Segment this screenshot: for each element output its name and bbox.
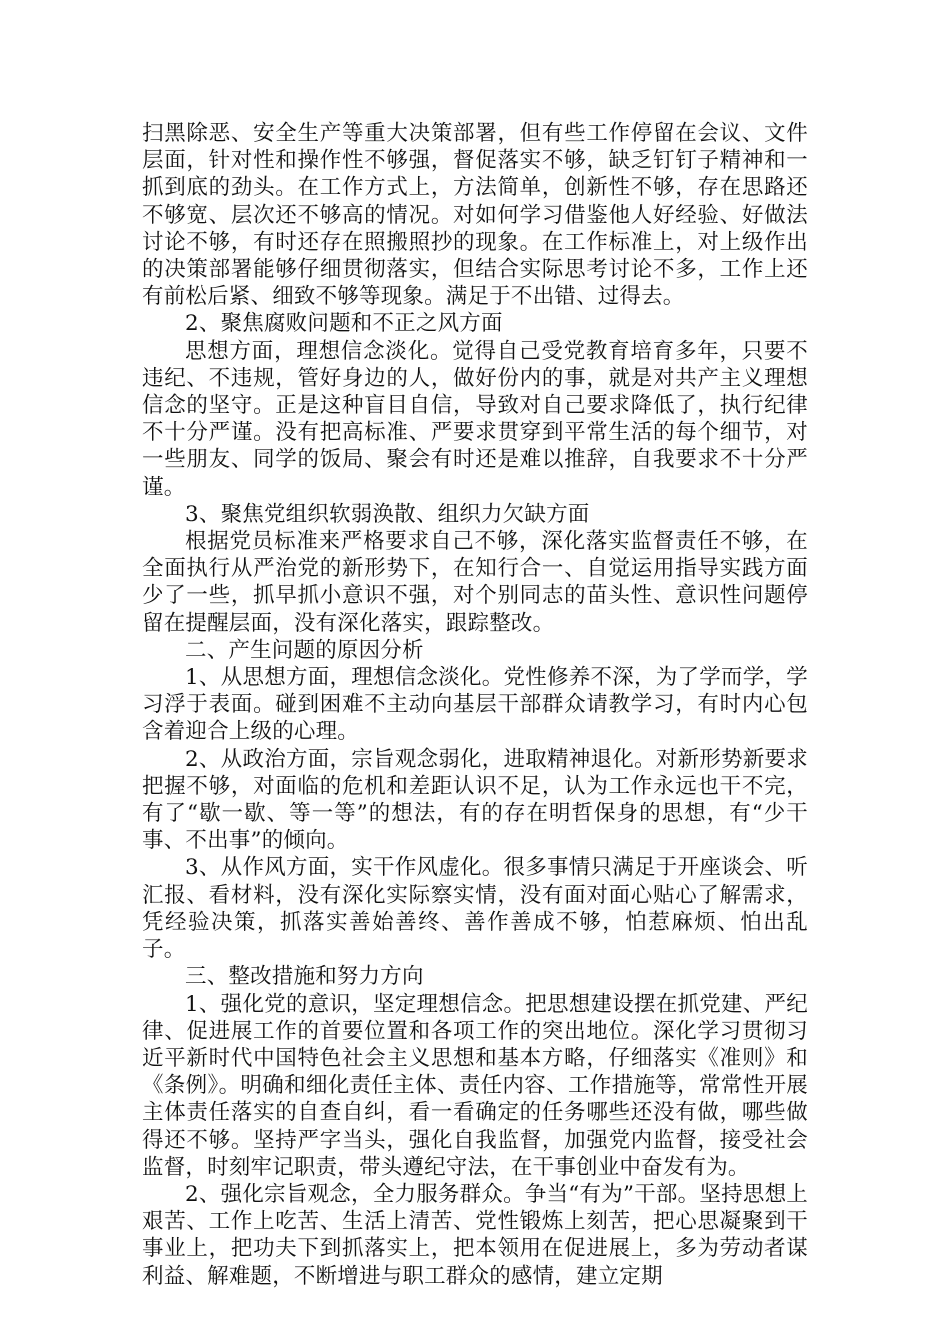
section-heading-measures: 三、整改措施和努力方向 [185,964,424,990]
section-heading-corruption: 2、聚焦腐败问题和不正之风方面 [185,311,503,337]
paragraph-party-standards: 根据党员标准来严格要求自己不够，深化落实监督责任不够，在全面执行从严治党的新形势下，在知行合一、自觉运用指导实践方面少了一些，抓早抓小意识不强，对个别同志的苗头性、意识性问题停留在提醒层面，没有深化落实，跟踪整改。 [142,529,808,636]
paragraph-measure-service: 2、强化宗旨观念，全力服务群众。争当“有为”干部。坚持思想上艰苦、工作上吃苦、生活上清苦、党性锻炼上刻苦，把心思凝聚到干事业上，把功夫下到抓落实上，把本领用在促进展上，多为劳动者谋利益、解难题，不断增进与职工群众的感情，建立定期 [142,1181,808,1289]
paragraph-cause-political: 2、从政治方面，宗旨观念弱化，进取精神退化。对新形势新要求把握不够，对面临的危机和差距认识不足，认为工作永远也干不完，有了“歇一歇、等一等”的想法，有的存在明哲保身的思想，有“少干事、不出事”的倾向。 [142,746,808,854]
document-page [142,120,808,1290]
section-heading-organization: 3、聚焦党组织软弱涣散、组织力欠缺方面 [185,501,590,527]
paragraph-measure-party-awareness: 1、强化党的意识，坚定理想信念。把思想建设摆在抓党建、严纪律、促进展工作的首要位置和各项工作的突出地位。深化学习贯彻习近平新时代中国特色社会主义思想和基本方略，仔细落实《准则》和《条例》。明确和细化责任主体、责任内容、工作措施等，常常性开展主体责任落实的自查自纠，看一看确定的任务哪些还没有做，哪些做得还不够。坚持严字当头，强化自我监督，加强党内监督，接受社会监督，时刻牢记职责，带头遵纪守法，在干事创业中奋发有为。 [142,991,808,1180]
paragraph-ideology: 思想方面，理想信念淡化。觉得自己受党教育培育多年，只要不违纪、不违规，管好身边的人，做好份内的事，就是对共产主义理想信念的坚守。正是这种盲目自信，导致对自己要求降低了，执行纪律不十分严谨。没有把高标准、严要求贯穿到平常生活的每个细节，对一些朋友、同学的饭局、聚会有时还是难以推辞，自我要求不十分严谨。 [142,338,808,500]
section-heading-cause-analysis: 二、产生问题的原因分析 [185,637,424,663]
paragraph-cause-style: 3、从作风方面，实干作风虚化。很多事情只满足于开座谈会、听汇报、看材料，没有深化实际察实情，没有面对面心贴心了解需求，凭经验决策，抓落实善始善终、善作善成不够，怕惹麻烦、怕出乱子。 [142,855,808,963]
paragraph-cause-thought: 1、从思想方面，理想信念淡化。党性修养不深，为了学而学，学习浮于表面。碰到困难不主动向基层干部群众请教学习，有时内心包含着迎合上级的心理。 [142,665,808,745]
paragraph-continuation: 扫黑除恶、安全生产等重大决策部署，但有些工作停留在会议、文件层面，针对性和操作性不够强，督促落实不够，缺乏钉钉子精神和一抓到底的劲头。在工作方式上，方法简单，创新性不够，存在思路还不够宽、层次还不够高的情况。对如何学习借鉴他人好经验、好做法讨论不够，有时还存在照搬照抄的现象。在工作标准上，对上级作出的决策部署能够仔细贯彻落实，但结合实际思考讨论不多，工作上还有前松后紧、细致不够等现象。满足于不出错、过得去。 [142,121,808,310]
